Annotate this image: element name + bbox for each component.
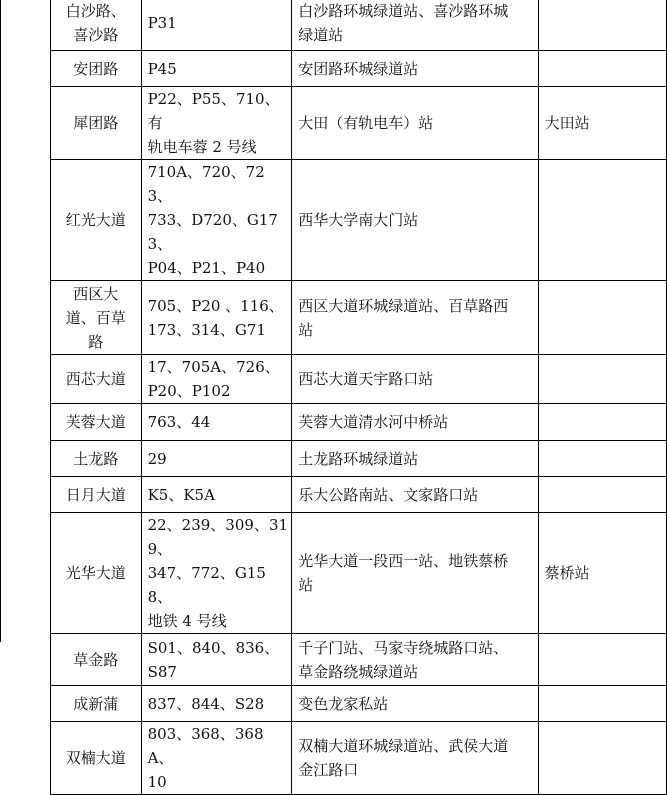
table-row bbox=[51, 51, 667, 87]
bus-lines-cell: S01、840、836、S87 bbox=[141, 634, 292, 686]
station-cell: 变色龙家私站 bbox=[292, 686, 538, 722]
station-cell: 乐大公路南站、文家路口站 bbox=[292, 477, 538, 513]
metro-cell: 蔡桥站 bbox=[538, 513, 666, 634]
metro-cell bbox=[538, 477, 666, 513]
bus-lines-cell: P22、P55、710、有 轨电车蓉 2 号线 bbox=[141, 87, 292, 160]
station-cell: 西芯大道天宇路口站 bbox=[292, 355, 538, 404]
road-cell: 红光大道 bbox=[51, 160, 142, 281]
metro-cell bbox=[538, 441, 666, 477]
bus-lines-cell: P45 bbox=[141, 51, 292, 87]
table-row bbox=[51, 0, 667, 51]
road-cell: 土龙路 bbox=[51, 441, 142, 477]
station-cell: 土龙路环城绿道站 bbox=[292, 441, 538, 477]
metro-cell bbox=[538, 686, 666, 722]
station-cell: 大田（有轨电车）站 bbox=[292, 87, 538, 160]
bus-lines-cell: 710A、720、723、 733、D720、G173、 P04、P21、P40 bbox=[141, 160, 292, 281]
table-row bbox=[51, 477, 667, 513]
bus-lines-cell: 17、705A、726、 P20、P102 bbox=[141, 355, 292, 404]
bus-lines-cell: 29 bbox=[141, 441, 292, 477]
table-row bbox=[51, 722, 667, 795]
bus-lines-cell: 22、239、309、319、 347、772、G158、 地铁 4 号线 bbox=[141, 513, 292, 634]
road-cell: 成新蒲 bbox=[51, 686, 142, 722]
bus-lines-cell: 837、844、S28 bbox=[141, 686, 292, 722]
table-row bbox=[51, 87, 667, 160]
bus-lines-cell: 803、368、368A、 10 bbox=[141, 722, 292, 795]
page-left-border bbox=[0, 0, 1, 642]
station-cell: 双楠大道环城绿道站、武侯大道 金江路口 bbox=[292, 722, 538, 795]
metro-cell: 大田站 bbox=[538, 87, 666, 160]
table-row bbox=[51, 281, 667, 355]
station-cell: 白沙路环城绿道站、喜沙路环城 绿道站 bbox=[292, 0, 538, 51]
bus-lines-cell: K5、K5A bbox=[141, 477, 292, 513]
table-row bbox=[51, 160, 667, 281]
metro-cell bbox=[538, 160, 666, 281]
table-row bbox=[51, 441, 667, 477]
road-cell: 西芯大道 bbox=[51, 355, 142, 404]
road-cell: 芙蓉大道 bbox=[51, 404, 142, 441]
metro-cell bbox=[538, 281, 666, 355]
metro-cell bbox=[538, 355, 666, 404]
road-transit-table bbox=[50, 0, 667, 795]
bus-lines-cell: 705、P20 、116、 173、314、G71 bbox=[141, 281, 292, 355]
bus-lines-cell: 763、44 bbox=[141, 404, 292, 441]
table-row bbox=[51, 513, 667, 634]
station-cell: 光华大道一段西一站、地铁蔡桥 站 bbox=[292, 513, 538, 634]
road-cell: 西区大 道、百草 路 bbox=[51, 281, 142, 355]
road-cell: 白沙路、 喜沙路 bbox=[51, 0, 142, 51]
road-cell: 光华大道 bbox=[51, 513, 142, 634]
metro-cell bbox=[538, 404, 666, 441]
station-cell: 芙蓉大道清水河中桥站 bbox=[292, 404, 538, 441]
metro-cell bbox=[538, 722, 666, 795]
metro-cell bbox=[538, 634, 666, 686]
road-cell: 安团路 bbox=[51, 51, 142, 87]
road-cell: 草金路 bbox=[51, 634, 142, 686]
road-cell: 双楠大道 bbox=[51, 722, 142, 795]
bus-lines-cell: P31 bbox=[141, 0, 292, 51]
road-cell: 日月大道 bbox=[51, 477, 142, 513]
metro-cell bbox=[538, 0, 666, 51]
table-row bbox=[51, 404, 667, 441]
station-cell: 千子门站、马家寺绕城路口站、 草金路绕城绿道站 bbox=[292, 634, 538, 686]
metro-cell bbox=[538, 51, 666, 87]
table-row bbox=[51, 686, 667, 722]
station-cell: 西华大学南大门站 bbox=[292, 160, 538, 281]
table-row bbox=[51, 355, 667, 404]
road-cell: 犀团路 bbox=[51, 87, 142, 160]
station-cell: 安团路环城绿道站 bbox=[292, 51, 538, 87]
station-cell: 西区大道环城绿道站、百草路西 站 bbox=[292, 281, 538, 355]
table-row bbox=[51, 634, 667, 686]
